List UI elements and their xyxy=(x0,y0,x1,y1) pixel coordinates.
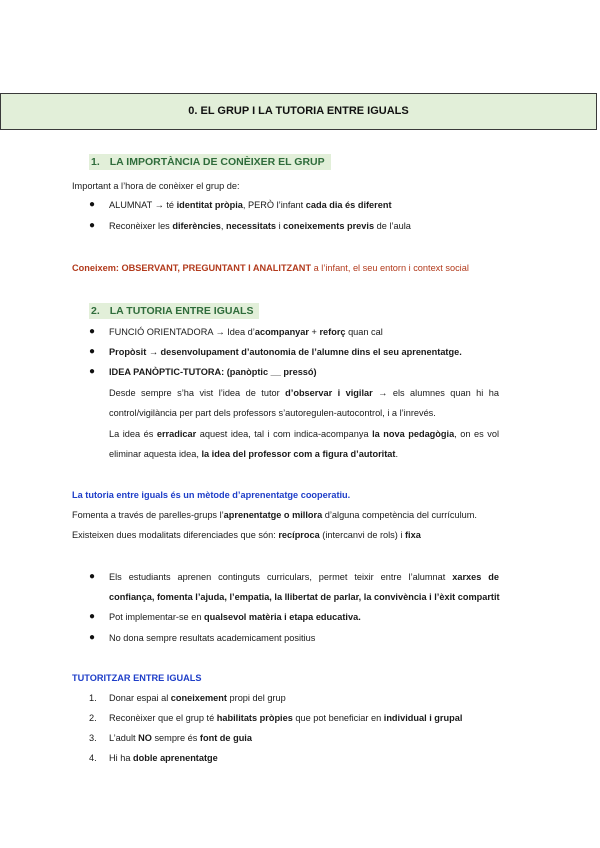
bullet-icon: ● xyxy=(89,220,96,231)
bullet-icon: ● xyxy=(89,571,96,582)
document-title-box xyxy=(0,93,597,130)
section-number: 2. xyxy=(91,305,100,317)
bullet-icon: ● xyxy=(89,326,96,337)
section-heading-1 xyxy=(89,154,331,170)
list-item: Pot implementar-se en qualsevol matèria i etapa educativa. xyxy=(109,612,361,622)
list-item: No dona sempre resultats academicament positius xyxy=(109,633,316,643)
list-number: 1. xyxy=(89,693,97,703)
bullet-icon: ● xyxy=(89,199,96,210)
numbered-item: Donar espai al coneixement propi del grup xyxy=(109,693,286,703)
coneixem-line: Coneixem: OBSERVANT, PREGUNTANT I ANALITZANT a l’infant, el seu entorn i context social xyxy=(72,263,469,273)
bullet-icon: ● xyxy=(89,346,96,357)
list-item: Propòsit → desenvolupament d’autonomia de l’alumne dins el seu aprenentatge. xyxy=(109,347,462,357)
list-item: IDEA PANÒPTIC-TUTORA: (panòptic __ pressó) xyxy=(109,367,317,377)
paragraph-line: Existeixen dues modalitats diferenciades que són: recíproca (intercanvi de rols) i fixa xyxy=(72,530,421,540)
list-number: 3. xyxy=(89,733,97,743)
list-item-continuation: confiança, fomenta l’ajuda, l’empatia, la llibertat de parlar, la convivència i l’èxit compartit xyxy=(109,592,500,602)
paragraph-line: La idea és erradicar aquest idea, tal i com indica-acompanya la nova pedagògia, on es vol xyxy=(109,429,499,439)
list-item: Reconèixer les diferències, necessitats i coneixements previs de l’aula xyxy=(109,221,411,231)
bullet-icon: ● xyxy=(89,366,96,377)
numbered-item: Reconèixer que el grup té habilitats pròpies que pot beneficiar en individual i grupal xyxy=(109,713,463,723)
numbered-item: Hi ha doble aprenentatge xyxy=(109,753,218,763)
list-number: 4. xyxy=(89,753,97,763)
section-heading-2 xyxy=(89,303,259,319)
list-item: Els estudiants aprenen continguts curriculars, permet teixir entre l’alumnat xarxes de xyxy=(109,572,499,582)
paragraph-line: Desde sempre s’ha vist l’idea de tutor d’observar i vigilar → els alumnes quan hi ha xyxy=(109,388,499,398)
paragraph-line: control/vigilància per part dels professors s’autoregulen-autocontrol, i a l’inrevés. xyxy=(109,408,436,418)
tutoritzar-heading: TUTORITZAR ENTRE IGUALS xyxy=(72,673,202,683)
paragraph-line: eliminar aquesta idea, la idea del professor com a figura d’autoritat. xyxy=(109,449,399,459)
section-title: LA TUTORIA ENTRE IGUALS xyxy=(109,305,254,317)
section-number: 1. xyxy=(91,156,100,168)
bullet-icon: ● xyxy=(89,611,96,622)
bullet-icon: ● xyxy=(89,632,96,643)
document-title: 0. EL GRUP I LA TUTORIA ENTRE IGUALS xyxy=(188,105,409,117)
intro-text: Important a l’hora de conèixer el grup de: xyxy=(72,181,240,191)
section-title: LA IMPORTÀNCIA DE CONÈIXER EL GRUP xyxy=(109,156,325,168)
list-item: FUNCIÓ ORIENTADORA → Idea d’acompanyar + reforç quan cal xyxy=(109,327,383,337)
numbered-item: L’adult NO sempre és font de guia xyxy=(109,733,252,743)
list-item: ALUMNAT → té identitat pròpia, PERÒ l’infant cada dia és diferent xyxy=(109,200,392,210)
paragraph-line: Fomenta a través de parelles-grups l’aprenentatge o millora d’alguna competència del currículum. xyxy=(72,510,477,520)
list-number: 2. xyxy=(89,713,97,723)
tutoria-heading: La tutoria entre iguals és un mètode d’aprenentatge cooperatiu. xyxy=(72,490,351,500)
